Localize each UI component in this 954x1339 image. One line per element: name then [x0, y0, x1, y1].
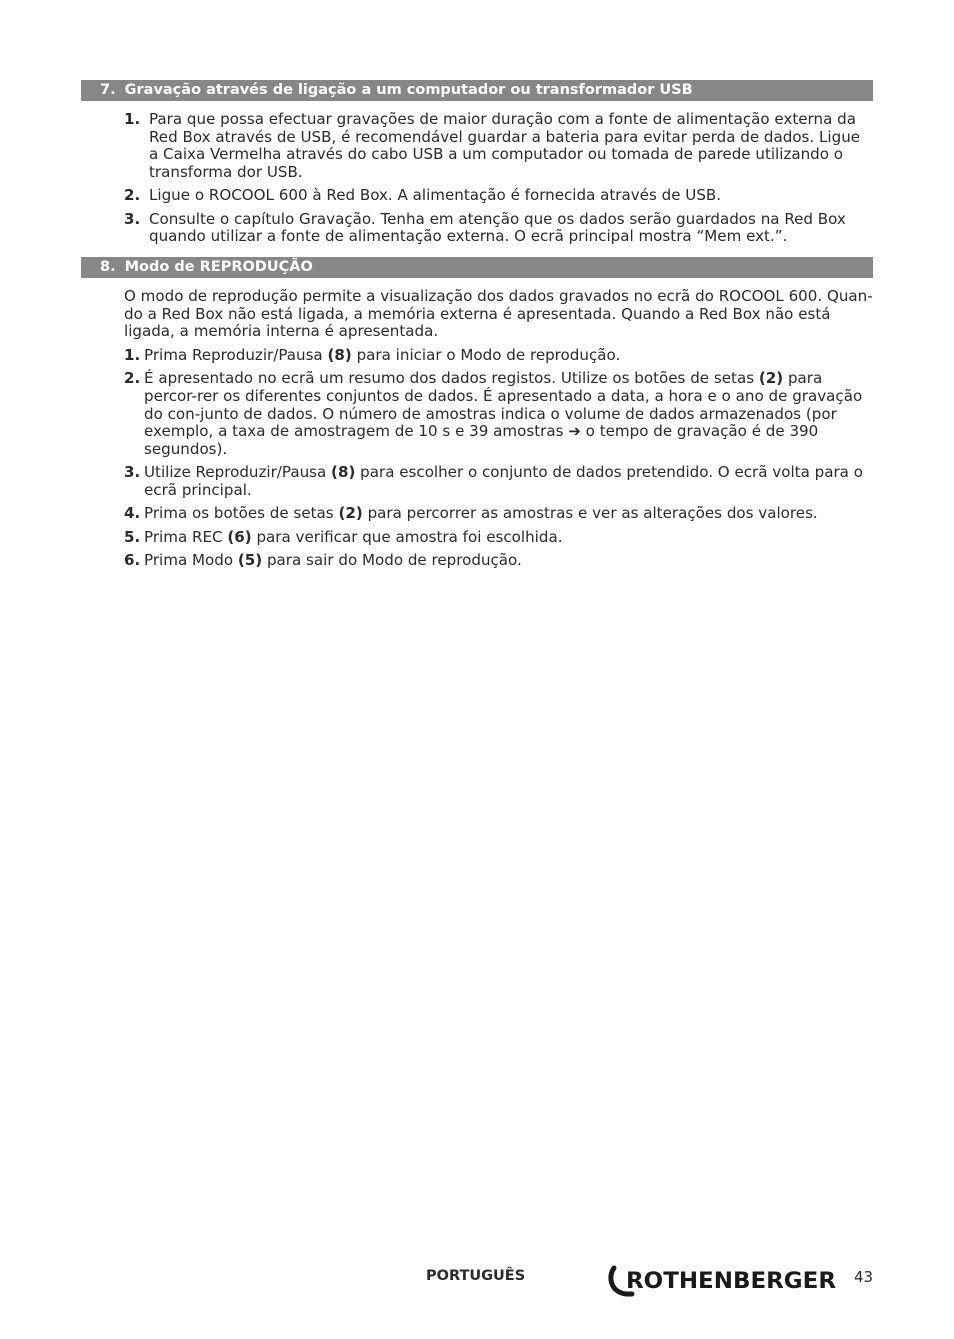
- list-item-text: Utilize Reproduzir/Pausa (8) para escolher o conjunto de dados pretendido. O ecrã volta para o ecrã principal.: [144, 463, 863, 499]
- list-item-number: 1.: [124, 110, 141, 128]
- list-item: [124, 464, 876, 499]
- reference-number: (5): [237, 550, 263, 569]
- list-item-text: É apresentado no ecrã um resumo dos dados registos. Utilize os botões de setas (2) para percor-rer os diferentes conjuntos de dados. É apresentado a data, a hora e o ano de gravação do con-junto de dados. O número de amostras indica o volume de dados armazenados (por exemplo, a taxa de amostragem de 10 s e 39 amostras ➔ o tempo de gravação é de 390 segundos).: [144, 369, 863, 458]
- reference-number: (8): [331, 463, 356, 482]
- list-item-text: Prima Modo (5) para sair do Modo de reprodução.: [144, 550, 522, 569]
- section-8-list: [124, 347, 876, 575]
- list-item-number: 3.: [124, 209, 141, 228]
- list-item-text: Prima REC (6) para verificar que amostra foi escolhida.: [144, 527, 563, 546]
- rothenberger-logo: [606, 1262, 838, 1302]
- page-number: 43: [854, 1268, 874, 1286]
- reference-number: (2): [338, 504, 363, 523]
- list-item-number: 3.: [124, 463, 141, 482]
- section-7-number: 7.: [100, 82, 116, 98]
- list-item-number: 5.: [124, 527, 141, 546]
- list-item-number: 1.: [124, 346, 141, 364]
- logo-brand-text: ROTHENBERGER: [626, 1269, 837, 1294]
- section-8-title: Modo de REPRODUÇÃO: [124, 259, 313, 275]
- list-item-number: 2.: [124, 186, 141, 205]
- reference-number: (2): [758, 369, 784, 388]
- list-item-text: Prima os botões de setas (2) para percorrer as amostras e ver as alterações dos valores.: [144, 504, 818, 523]
- list-item: [124, 529, 876, 547]
- list-item: [124, 211, 874, 246]
- list-item-number: 6.: [124, 550, 141, 569]
- list-item-number: 4.: [124, 504, 141, 523]
- list-item-text: Para que possa efectuar gravações de maior duração com a fonte de alimentação externa da Red Box através de USB, é recomendável guardar a bateria para evitar perda de dados. Ligue a Caixa Vermelha através do cabo USB a um computador ou tomada de parede utilizando o transforma dor USB.: [149, 110, 861, 181]
- reference-number: (6): [227, 527, 252, 546]
- list-item: [124, 370, 876, 458]
- list-item-text: Prima Reproduzir/Pausa (8) para iniciar o Modo de reprodução.: [144, 346, 621, 364]
- section-7-header: [81, 80, 873, 101]
- list-item-text: Consulte o capítulo Gravação. Tenha em atenção que os dados serão guardados na Red Box quando utilizar a fonte de alimentação externa. O ecrã principal mostra “Mem ext.”.: [149, 209, 846, 246]
- footer-language: PORTUGUÊS: [426, 1268, 526, 1284]
- list-item: [124, 187, 874, 205]
- list-item-number: 2.: [124, 369, 141, 388]
- section-8-number: 8.: [100, 259, 116, 275]
- list-item-text: Ligue o ROCOOL 600 à Red Box. A alimentação é fornecida através de USB.: [149, 186, 722, 205]
- section-7-list: [124, 111, 874, 252]
- reference-number: (8): [327, 346, 352, 364]
- section-7-title: Gravação através de ligação a um computador ou transformador USB: [124, 82, 693, 98]
- list-item: [124, 552, 876, 570]
- list-item: [124, 505, 876, 523]
- section-8-header: [81, 257, 873, 278]
- section-8-intro: O modo de reprodução permite a visualização dos dados gravados no ecrã do ROCOOL 600. Quan-do a Red Box não está ligada, a memória externa é apresentada. Quando a Red Box não está ligada, a memória interna é apresentada.: [124, 287, 873, 341]
- list-item: [124, 111, 874, 181]
- list-item: [124, 347, 876, 365]
